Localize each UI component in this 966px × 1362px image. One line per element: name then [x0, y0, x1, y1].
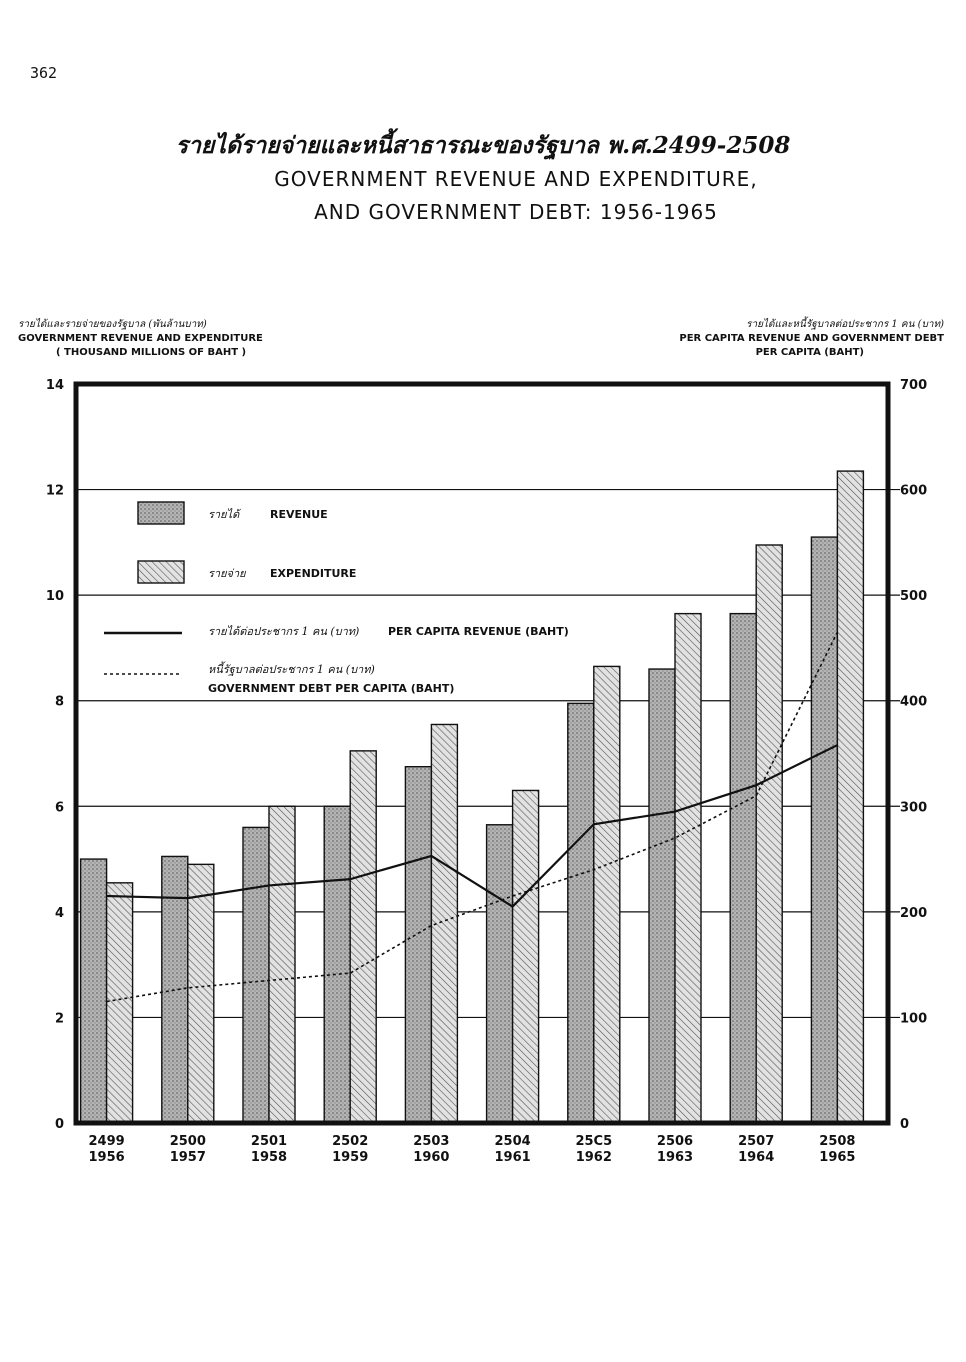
revenue-bar	[162, 856, 188, 1123]
left-tick-label: 4	[54, 905, 64, 921]
left-axis-label-thai: รายได้และรายจ่ายของรัฐบาล (พันล้านบาท)	[18, 319, 207, 330]
revenue-bar	[324, 806, 350, 1123]
legend-label-debt-per-capita-thai: หนี้รัฐบาลต่อประชากร 1 คน (บาท)	[208, 663, 375, 676]
left-tick-label: 6	[54, 800, 64, 816]
right-tick-label: 700	[900, 378, 928, 393]
legend-label-revenue: REVENUE	[270, 508, 328, 521]
x-tick-label-be: 2503	[413, 1134, 450, 1149]
x-tick-label-be: 25C5	[575, 1134, 613, 1149]
expenditure-bar	[837, 471, 863, 1123]
x-tick-label-ad: 1956	[88, 1150, 125, 1165]
legend-label-debt-per-capita: GOVERNMENT DEBT PER CAPITA (BAHT)	[208, 682, 455, 695]
legend-label-expenditure-thai: รายจ่าย	[208, 567, 246, 580]
left-tick-label: 2	[54, 1011, 64, 1027]
chart-title-line-2: AND GOVERNMENT DEBT: 1956-1965	[314, 200, 718, 224]
expenditure-bar	[188, 864, 214, 1123]
x-tick-label-be: 2504	[494, 1134, 531, 1149]
left-tick-label: 8	[54, 694, 64, 710]
page-number: 362	[30, 64, 58, 82]
revenue-bar	[487, 825, 513, 1123]
chart-title-line-1: GOVERNMENT REVENUE AND EXPENDITURE,	[274, 167, 758, 191]
x-tick-label-ad: 1958	[250, 1150, 288, 1165]
legend-label-per-capita-revenue: PER CAPITA REVENUE (BAHT)	[388, 625, 569, 638]
right-tick-label: 200	[900, 905, 928, 921]
expenditure-bar	[350, 751, 376, 1123]
x-tick-label-ad: 1964	[738, 1150, 775, 1165]
x-tick-label-ad: 1963	[656, 1150, 694, 1165]
legend-label-revenue-thai: รายได้	[208, 508, 240, 521]
revenue-bar	[405, 767, 431, 1123]
x-tick-label-be: 2506	[656, 1134, 694, 1149]
x-tick-label-ad: 1957	[169, 1150, 206, 1165]
right-axis-label-line-2: PER CAPITA (BAHT)	[755, 347, 864, 358]
legend-swatch-revenue	[138, 502, 184, 524]
revenue-bar	[730, 614, 756, 1123]
revenue-bar	[81, 859, 107, 1123]
expenditure-bar	[675, 614, 701, 1123]
x-tick-label-be: 2499	[88, 1134, 125, 1149]
x-tick-label-be: 2501	[250, 1134, 288, 1149]
right-tick-label: 600	[900, 483, 928, 499]
legend-swatch-expenditure	[138, 561, 184, 583]
right-tick-label: 100	[900, 1011, 928, 1027]
left-tick-label: 0	[54, 1117, 64, 1132]
left-tick-label: 12	[45, 483, 64, 499]
expenditure-bar	[756, 545, 782, 1123]
x-tick-label-ad: 1961	[494, 1150, 531, 1165]
x-tick-label-ad: 1960	[413, 1150, 450, 1165]
right-tick-label: 400	[900, 694, 928, 710]
right-tick-label: 300	[900, 800, 928, 816]
expenditure-bar	[107, 883, 133, 1123]
left-axis-label-line-2: ( THOUSAND MILLIONS OF BAHT )	[56, 347, 247, 358]
left-axis-label-line-1: GOVERNMENT REVENUE AND EXPENDITURE	[18, 333, 263, 344]
revenue-bar	[811, 537, 837, 1123]
left-tick-label: 14	[45, 378, 64, 393]
chart-title-thai: รายได้รายจ่ายและหนี้สาธารณะของรัฐบาล พ.ศ.2499-2508	[175, 132, 791, 159]
right-axis-label-thai: รายได้และหนี้รัฐบาลต่อประชากร 1 คน (บาท)	[746, 319, 944, 330]
x-tick-label-ad: 1965	[819, 1150, 856, 1165]
right-axis-label-line-1: PER CAPITA REVENUE AND GOVERNMENT DEBT	[679, 333, 944, 344]
right-tick-label: 0	[900, 1117, 910, 1132]
x-tick-label-be: 2507	[738, 1134, 775, 1149]
legend-label-per-capita-revenue-thai: รายได้ต่อประชากร 1 คน (บาท)	[208, 625, 360, 638]
revenue-bar	[649, 669, 675, 1123]
per-capita-revenue-line	[107, 745, 838, 907]
revenue-bar	[568, 703, 594, 1123]
x-tick-label-ad: 1959	[332, 1150, 369, 1165]
left-tick-label: 10	[45, 589, 64, 605]
expenditure-bar	[513, 790, 539, 1123]
expenditure-bar	[594, 666, 620, 1123]
x-tick-label-be: 2502	[332, 1134, 369, 1149]
legend-label-expenditure: EXPENDITURE	[270, 567, 357, 580]
expenditure-bar	[269, 806, 295, 1123]
right-tick-label: 500	[900, 589, 928, 605]
x-tick-label-ad: 1962	[575, 1150, 612, 1165]
x-tick-label-be: 2500	[169, 1134, 206, 1149]
revenue-bar	[243, 827, 269, 1123]
x-tick-label-be: 2508	[819, 1134, 856, 1149]
